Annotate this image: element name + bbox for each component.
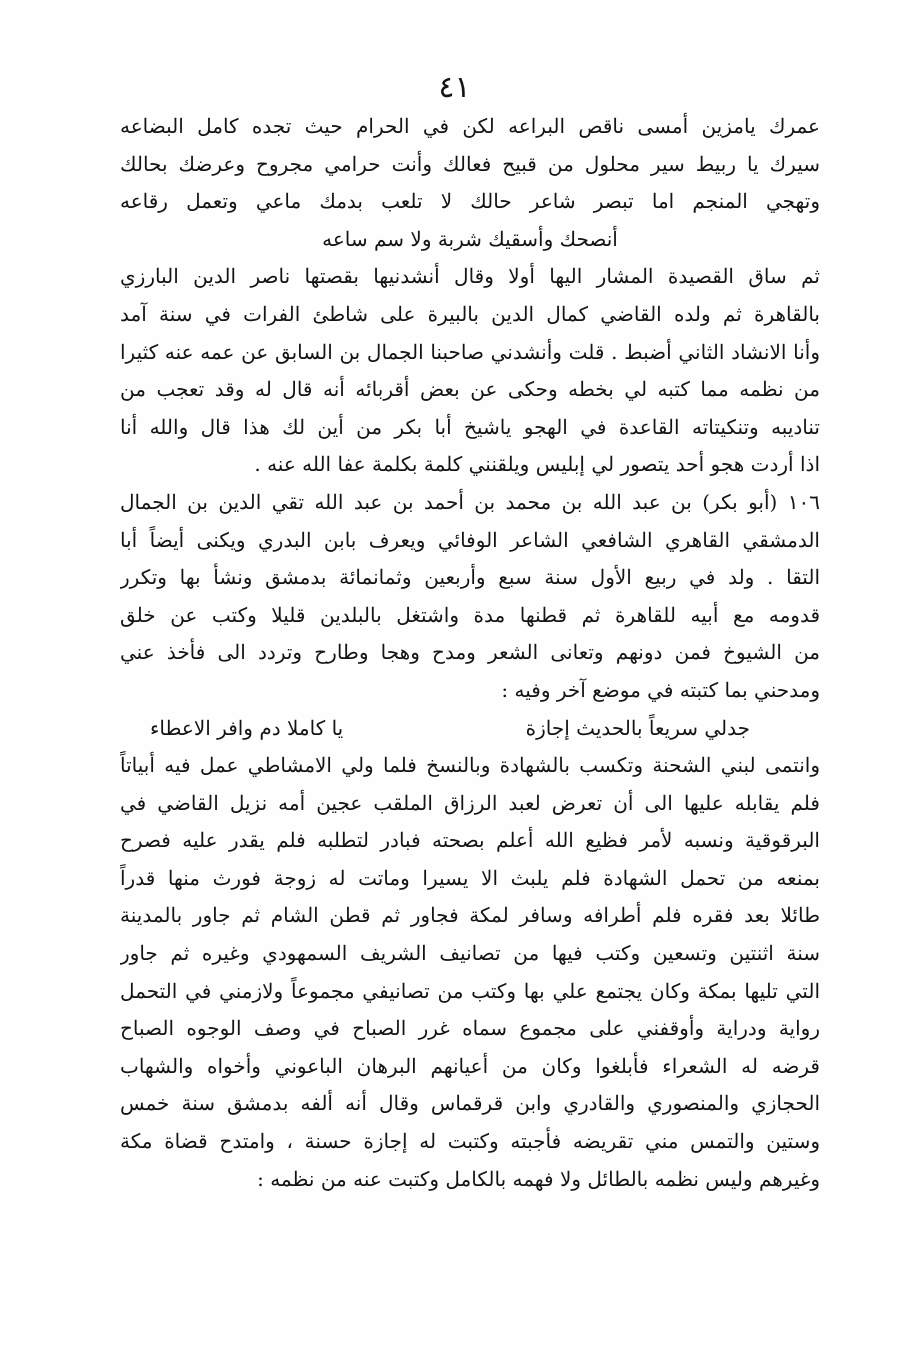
text-line-19: فلم يقابله عليها الى أن تعرض لعبد الرزاق الملقب عجين أمه نزيل القاضي في (120, 790, 820, 815)
text-line-2: سيرك يا ربيط سير محلول من قبيح فعالك وأنت حرامي مجروح وعرضك بحالك (120, 151, 820, 176)
verse-line (120, 710, 820, 748)
page-number: ٤١ (438, 70, 471, 105)
text-line-4: أنصحك وأسقيك شربة ولا سم ساعه (322, 226, 618, 251)
text-line-12: الدمشقي القاهري الشافعي الشاعر الوفائي ويعرف بابن البدري ويكنى أيضاً أبا (120, 527, 820, 552)
text-line-21: بمنعه من تحمل الشهادة فلم يلبث الا يسيرا وماتت له زوجة فورث منها قدراً (120, 865, 820, 890)
text-line-6: بالقاهرة ثم ولده القاضي كمال الدين بالبيرة على شاطئ الفرات في سنة آمد (120, 301, 820, 326)
text-line-28: وستين والتمس مني تقريضه فأجبته وكتبت له إجازة حسنة ، وامتدح قضاة مكة (120, 1129, 820, 1154)
entry-heading-line: ١٠٦ (أبو بكر) بن عبد الله بن محمد بن أحمد بن عبد الله تقي الدين بن الجمال (120, 489, 820, 514)
text-line-9: تناديبه وتنكيتاته القاعدة في الهجو ياشيخ أبا بكر من أين لك هذا قال والله أنا (120, 414, 820, 439)
text-line-10: اذا أردت هجو أحد يتصور لي إبليس ويلقنني كلمة بكلمة عفا الله عنه . (254, 452, 820, 477)
text-line-26: قرضه له الشعراء فأبلغوا وكان من أعيانهم البرهان الباعوني وأخواه والشهاب (120, 1053, 820, 1078)
verse-first-hemistich: جدلي سريعاً بالحديث إجازة (525, 715, 750, 740)
text-line-1: عمرك يامزين أمسى ناقص البراعه لكن في الحرام حيث تجده كامل البضاعه (120, 114, 820, 138)
text-line-25: رواية ودراية وأوقفني على مجموع سماه غرر الصباح في وصف الوجوه الصباح (120, 1016, 820, 1041)
text-line-29: وغيرهم وليس نظمه بالطائل ولا فهمه بالكامل وكتبت عنه من نظمه : (257, 1166, 820, 1191)
text-line-13: التقا . ولد في ربيع الأول سنة سبع وأربعين وثمانمائة بدمشق ونشأ بها وتكرر (120, 565, 820, 590)
text-line-27: الحجازي والمنصوري والقادري وابن قرقماس وقال أنه ألفه بدمشق سنة خمس (120, 1091, 820, 1116)
text-line-22: طائلا بعد فقره فلم أطرافه وسافر لمكة فجاور ثم قطن الشام ثم جاور بالمدينة (120, 903, 820, 928)
text-line-18: وانتمى لبني الشحنة وتكسب بالشهادة وبالنسخ فلما ولي الامشاطي عمل فيه أبياتاً (120, 753, 820, 778)
text-line-14: قدومه مع أبيه للقاهرة ثم قطنها مدة واشتغل بالبلدين قليلا وكتب عن خلق (120, 602, 820, 627)
text-line-20: البرقوقية ونسبه لأمر فظيع الله أعلم بصحته فبادر لتطلبه فلم يقدر عليه فصرح (120, 828, 820, 853)
text-line-7: وأنا الانشاد الثاني أضبط . قلت وأنشدني صاحبنا الجمال بن السابق عن عمه عنه كثيرا (120, 339, 820, 364)
text-line-15: من الشيوخ فمن دونهم وتعانى الشعر ومدح وهجا وطارح وتردد الى فأخذ عني (120, 640, 820, 665)
text-line-8: من نظمه مما كتبه لي بخطه وحكى عن بعض أقربائه أنه قال له وقد تعجب من (120, 377, 820, 402)
text-line-23: سنة اثنتين وتسعين وكتب فيها من تصانيف الشريف السمهودي وغيره ثم جاور (120, 941, 820, 966)
text-line-24: التي تليها بمكة وكان يجتمع علي بها وكتب من تصانيفي مجموعاً ولازمني في التحمل (120, 978, 820, 1003)
text-line-3: وتهجي المنجم اما تبصر شاعر حالك لا تلعب بدمك ماعي وتعمل رقاعه (120, 189, 820, 214)
main-text-block (120, 108, 820, 1198)
verse-second-hemistich: يا كاملا دم وافر الاعطاء (150, 715, 344, 740)
text-line-5: ثم ساق القصيدة المشار اليها أولا وقال أنشدنيها بقصتها ناصر الدين البارزي (120, 264, 820, 289)
text-line-16: ومدحني بما كتبته في موضع آخر وفيه : (501, 677, 820, 702)
